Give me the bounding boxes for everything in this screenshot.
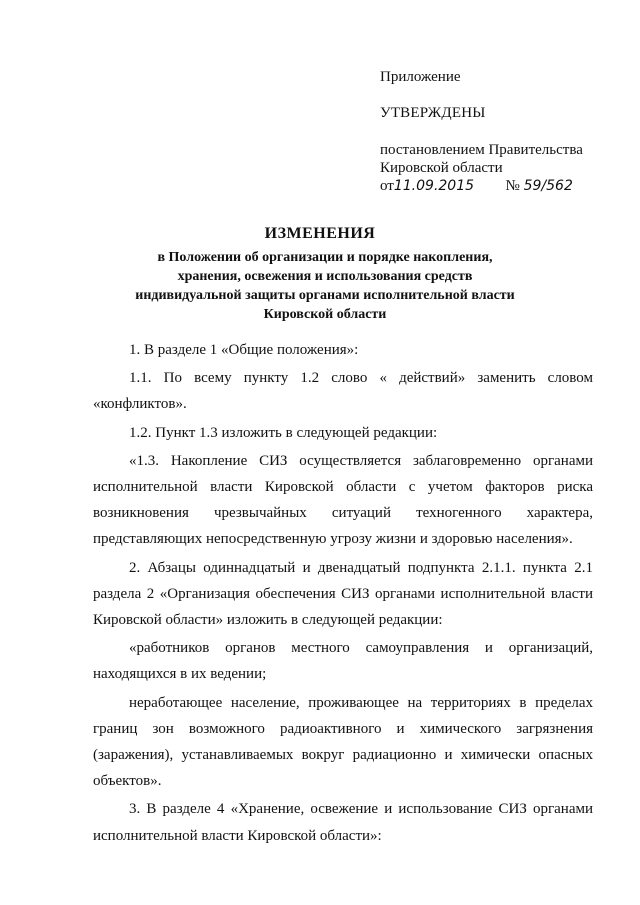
paragraph-section-1: 1. В разделе 1 «Общие положения»: [129, 342, 359, 358]
handwritten-number: 59/562 [523, 178, 573, 194]
subtitle-line: Кировской области [263, 307, 387, 322]
paragraph-1-2: 1.2. Пункт 1.3 изложить в следующей редакции: [129, 424, 438, 441]
number-prefix: № [505, 178, 520, 194]
document-title: ИЗМЕНЕНИЯ [264, 225, 376, 242]
approved-label: УТВЕРЖДЕНЫ [380, 105, 486, 121]
region-label: Кировской области [380, 160, 503, 176]
date-prefix: от [380, 178, 394, 194]
subtitle-line: в Положении об организации и порядке накопления, [157, 250, 493, 265]
paragraph-1-1: 1.1. По всему пункту 1.2 слово « действий» заменить словом «конфликтов». [93, 370, 593, 413]
subtitle-line: индивидуальной защиты органами исполнительной власти [135, 288, 515, 303]
date-number-line [380, 177, 573, 196]
appendix-label: Приложение [380, 69, 461, 85]
subtitle-line: хранения, освежения и использования средств [177, 269, 473, 284]
handwritten-date: 11.09.2015 [393, 178, 475, 194]
paragraph-section-3: 3. В разделе 4 «Хранение, освежение и использование СИЗ органами исполнительной власти Кировской области»: [93, 801, 593, 844]
document-body [93, 337, 593, 849]
resolution-label: постановлением Правительства [380, 142, 583, 158]
paragraph-1-3-quote: «1.3. Накопление СИЗ осуществляется заблаговременно органами исполнительной власти Кировской области с учетом факторов риска возникновения чрезвычайных ситуаций техногенного характера, представляющих непосредственную угрозу жизни и здоровью населения». [93, 452, 593, 548]
paragraph-section-2: 2. Абзацы одиннадцатый и двенадцатый подпункта 2.1.1. пункта 2.1 раздела 2 «Организация обеспечения СИЗ органами исполнительной власти Кировской области» изложить в следующей редакции: [93, 559, 593, 629]
paragraph-quote-population: неработающее население, проживающее на территориях в пределах границ зон возможного радиоактивного и химического загрязнения (заражения), устанавливаемых вокруг радиационно и химически опасных объектов». [93, 694, 593, 790]
paragraph-quote-workers: «работников органов местного самоуправления и организаций, находящихся в их ведении; [93, 640, 593, 683]
document-subtitle [110, 248, 540, 324]
